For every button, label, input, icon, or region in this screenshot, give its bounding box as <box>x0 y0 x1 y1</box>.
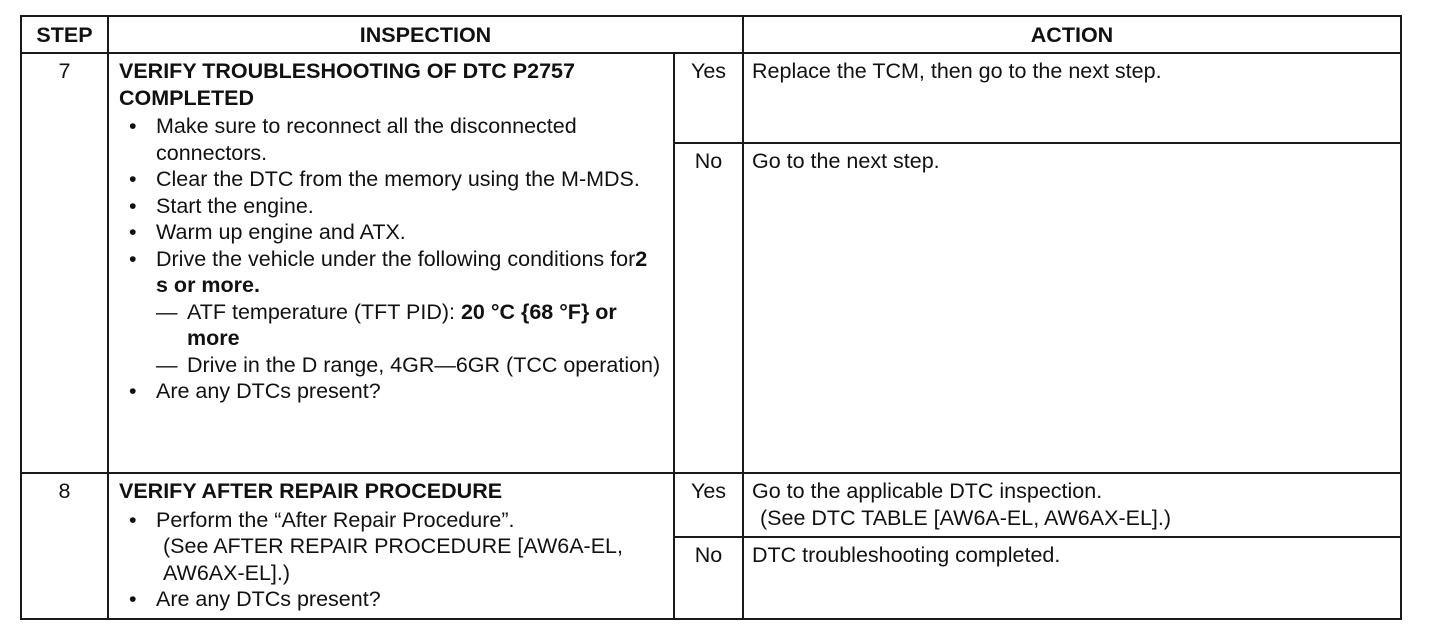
bullet-icon: • <box>129 220 137 244</box>
list-item <box>119 507 665 587</box>
list-item <box>119 246 665 379</box>
list-item-text: Make sure to reconnect all the disconnected connectors. <box>156 114 577 165</box>
list-item <box>119 193 665 220</box>
table-row <box>21 473 1401 537</box>
list-item <box>119 586 665 613</box>
action-no: DTC troubleshooting completed. <box>743 537 1401 619</box>
inspection-title <box>119 58 665 111</box>
bullet-icon: • <box>129 379 137 403</box>
condition-item <box>156 352 665 379</box>
list-item-emphasis: 2 s or more. <box>156 246 648 297</box>
list-item-text: Start the engine. <box>156 193 314 218</box>
procedure-sheet <box>20 15 1402 620</box>
list-item-text: Perform the “After Repair Procedure”. <box>156 507 515 532</box>
table-header-row <box>21 16 1401 53</box>
condition-emphasis: 20 °C {68 °F} or more <box>187 299 617 350</box>
list-item <box>119 166 665 193</box>
bullet-icon: • <box>129 246 137 271</box>
inspection-cell <box>108 473 674 619</box>
condition-item <box>156 299 665 352</box>
bullet-icon: • <box>129 167 137 191</box>
reference-link[interactable]: (See DTC TABLE [AW6A-EL, AW6AX-EL].) <box>760 505 1172 530</box>
dash-icon: — <box>156 299 178 324</box>
header-inspection: INSPECTION <box>108 16 743 53</box>
list-item-text: Are any DTCs present? <box>156 587 381 611</box>
header-step: STEP <box>21 16 108 53</box>
action-text: Go to the applicable DTC inspection. <box>752 479 1103 503</box>
inspection-list <box>119 113 665 405</box>
condition-list <box>156 299 665 379</box>
answer-no: No <box>674 537 743 619</box>
dash-icon: — <box>156 352 178 377</box>
inspection-cell <box>108 53 674 473</box>
list-item <box>119 219 665 246</box>
action-yes <box>743 473 1401 537</box>
header-action: ACTION <box>743 16 1401 53</box>
step-number: 8 <box>21 473 108 619</box>
list-item-text: Drive the vehicle under the following conditions for <box>156 246 636 271</box>
answer-yes: Yes <box>674 473 743 537</box>
bullet-icon: • <box>129 193 137 218</box>
list-item <box>119 378 665 405</box>
inspection-title: VERIFY AFTER REPAIR PROCEDURE <box>119 479 503 503</box>
action-yes: Replace the TCM, then go to the next step. <box>743 53 1401 143</box>
action-no: Go to the next step. <box>743 143 1401 473</box>
step-number: 7 <box>21 53 108 473</box>
list-item <box>119 113 665 166</box>
list-item-text: Are any DTCs present? <box>156 379 381 403</box>
inspection-list <box>119 507 665 613</box>
inspection-title-line: COMPLETED <box>119 85 254 110</box>
inspection-title-line: VERIFY TROUBLESHOOTING OF DTC P2757 <box>119 59 575 83</box>
reference-link[interactable]: (See AFTER REPAIR PROCEDURE [AW6A-EL, AW6AX-EL].) <box>163 534 623 585</box>
answer-yes: Yes <box>674 53 743 143</box>
answer-no: No <box>674 143 743 473</box>
bullet-icon: • <box>129 507 137 532</box>
bullet-icon: • <box>129 114 137 138</box>
list-item-text: Clear the DTC from the memory using the M-MDS. <box>156 167 640 191</box>
procedure-table <box>20 15 1402 620</box>
condition-text: Drive in the D range, 4GR—6GR (TCC operation) <box>187 352 661 377</box>
condition-text: ATF temperature (TFT PID): <box>187 299 461 324</box>
list-item-text: Warm up engine and ATX. <box>156 220 406 244</box>
table-row <box>21 53 1401 143</box>
bullet-icon: • <box>129 587 137 611</box>
